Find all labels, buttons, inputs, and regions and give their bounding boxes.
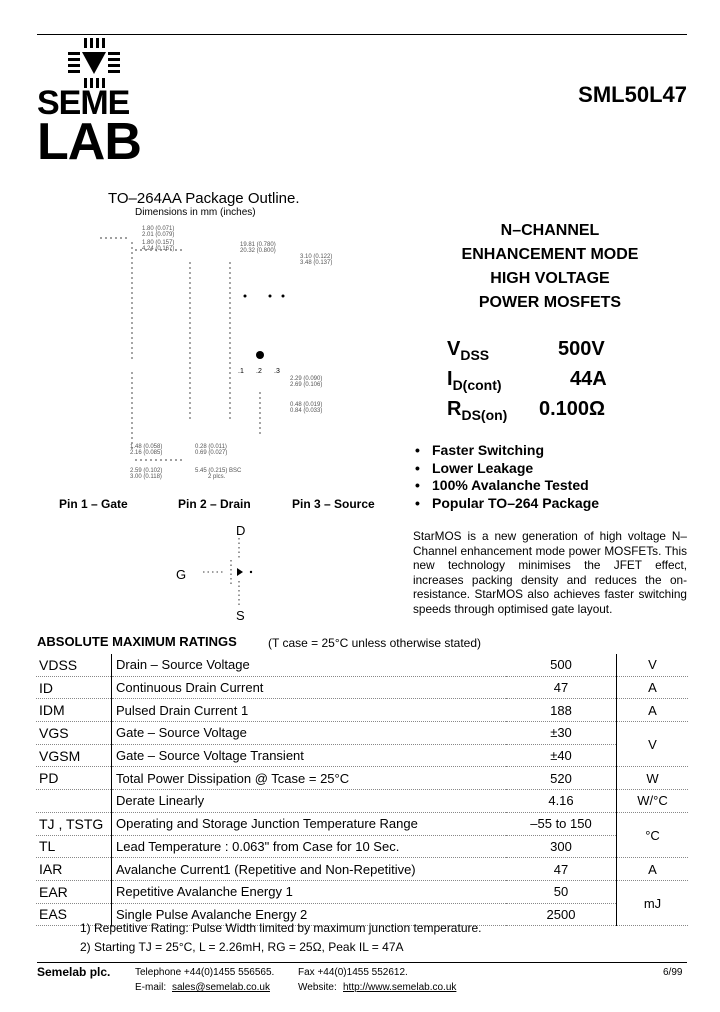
logo-lab: LAB — [37, 113, 141, 171]
footer-fax: Fax +44(0)1455 552612. — [298, 967, 408, 978]
semelab-logo-icon — [64, 38, 134, 90]
footer-email-label: E-mail: — [135, 982, 167, 993]
heading-line-2: ENHANCEMENT MODE — [461, 246, 639, 263]
rating-symbol: IAR — [36, 858, 112, 881]
rating-symbol: VGS — [36, 722, 112, 745]
ratings-title: ABSOLUTE MAXIMUM RATINGS — [37, 634, 237, 649]
ratings-row — [36, 699, 688, 722]
ratings-row — [36, 858, 688, 881]
svg-text:1.80 (0.157): 1.80 (0.157) — [142, 240, 175, 246]
rating-symbol: VGSM — [36, 744, 112, 767]
rating-parameter: Operating and Storage Junction Temperature Range — [116, 816, 418, 832]
spec-vdss-value: 500V — [558, 338, 605, 360]
feature-item: • Faster Switching — [412, 442, 599, 460]
rating-parameter: Total Power Dissipation @ Tcase = 25°C — [116, 770, 350, 786]
rating-parameter: Gate – Source Voltage — [116, 725, 247, 741]
heading-line-3: HIGH VOLTAGE — [490, 270, 610, 287]
rating-symbol: IDM — [36, 699, 112, 722]
rating-value: 4.16 — [548, 793, 574, 809]
rating-parameter: Avalanche Current1 (Repetitive and Non-Repetitive) — [116, 861, 416, 877]
rating-parameter: Lead Temperature : 0.063" from Case for 10 Sec. — [116, 838, 400, 854]
rating-symbol: VDSS — [36, 654, 112, 676]
footer-company: Semelab plc. — [37, 965, 111, 979]
package-subtitle: Dimensions in mm (inches) — [135, 207, 256, 218]
header-rule — [37, 34, 687, 35]
ratings-note: (T case = 25°C unless otherwise stated) — [268, 636, 482, 650]
ratings-table — [36, 654, 688, 926]
svg-text:19.81 (0.780): 19.81 (0.780) — [240, 242, 276, 248]
rating-unit: W — [617, 767, 689, 790]
rating-unit: °C — [617, 812, 689, 857]
svg-text:1.48 (0.058): 1.48 (0.058) — [130, 444, 163, 450]
spec-id — [447, 368, 502, 393]
rating-parameter: Pulsed Drain Current 1 — [116, 702, 249, 718]
ratings-row — [36, 722, 688, 745]
rating-parameter: Drain – Source Voltage — [116, 657, 250, 673]
spec-rds-sub: DS(on) — [461, 407, 508, 423]
svg-text:2 plcs.: 2 plcs. — [208, 474, 226, 480]
pin3-label: Pin 3 – Source — [292, 497, 375, 511]
rating-parameter: Continuous Drain Current — [116, 680, 264, 696]
rating-value: ±40 — [550, 748, 572, 764]
mosfet-symbol-icon — [185, 535, 265, 610]
feature-list — [412, 442, 599, 512]
rating-unit: V — [617, 654, 689, 676]
svg-text:2.01 (0.079): 2.01 (0.079) — [142, 232, 175, 238]
rating-unit: A — [617, 858, 689, 881]
rating-symbol — [36, 790, 112, 813]
svg-text:2.69 (0.106): 2.69 (0.106) — [290, 382, 323, 388]
svg-text:3.10 (0.122): 3.10 (0.122) — [300, 254, 333, 260]
rating-parameter: Derate Linearly — [116, 793, 205, 809]
footer-date: 6/99 — [663, 967, 683, 978]
rating-symbol: PD — [36, 767, 112, 790]
rating-value: ±30 — [550, 725, 572, 741]
svg-text:3.48 (0.137): 3.48 (0.137) — [300, 260, 333, 266]
svg-text:5.45 (0.215) BSC: 5.45 (0.215) BSC — [195, 468, 242, 474]
pin1-label: Pin 1 – Gate — [59, 497, 128, 511]
svg-text:2.29 (0.090): 2.29 (0.090) — [290, 376, 323, 382]
rating-unit: V — [617, 722, 689, 767]
package-title: TO–264AA Package Outline. — [108, 190, 300, 207]
ratings-row — [36, 835, 688, 858]
schematic-drain-label: D — [236, 523, 246, 538]
rating-symbol: EAR — [36, 880, 112, 903]
rating-unit: A — [617, 699, 689, 722]
footer-email-link[interactable]: sales@semelab.co.uk — [172, 982, 270, 993]
svg-text:3.00 (0.118): 3.00 (0.118) — [130, 474, 162, 480]
heading-line-4: POWER MOSFETS — [478, 294, 622, 311]
rating-symbol: EAS — [36, 903, 112, 926]
rating-value: 50 — [553, 884, 569, 900]
svg-text:0.48 (0.019): 0.48 (0.019) — [290, 402, 323, 408]
footer-rule — [37, 962, 687, 963]
svg-text:2.59 (0.102): 2.59 (0.102) — [130, 468, 163, 474]
spec-id-sub: D(cont) — [452, 377, 502, 393]
feature-item: • 100% Avalanche Tested — [412, 477, 599, 495]
spec-vdss — [447, 338, 489, 363]
spec-id-value: 44A — [570, 368, 607, 390]
svg-text:1.80 (0.071): 1.80 (0.071) — [142, 226, 175, 232]
footnote-1: 1) Repetitive Rating: Pulse Width limited by maximum junction temperature. — [80, 921, 482, 935]
rating-symbol: TJ , TSTG — [36, 812, 112, 835]
rating-value: 2500 — [546, 906, 576, 922]
svg-text:2.16 (0.085): 2.16 (0.085) — [130, 450, 163, 456]
rating-unit: W/°C — [617, 790, 689, 813]
logo-seme: SEME — [37, 84, 130, 122]
svg-text:.1: .1 — [238, 368, 244, 375]
schematic-source-label: S — [236, 608, 245, 623]
svg-text:0.84 (0.033): 0.84 (0.033) — [290, 408, 323, 414]
footer-phone: Telephone +44(0)1455 556565. — [135, 967, 275, 978]
rating-unit: mJ — [617, 880, 689, 925]
rating-value: 520 — [550, 770, 572, 786]
rating-parameter: Gate – Source Voltage Transient — [116, 748, 304, 764]
rating-value: 300 — [550, 838, 572, 854]
spec-id-symbol: I — [447, 368, 453, 390]
feature-item: • Popular TO–264 Package — [412, 495, 599, 513]
svg-text:.3: .3 — [274, 368, 280, 375]
spec-rds-value: 0.100Ω — [539, 398, 606, 420]
spec-vdss-symbol: V — [447, 338, 461, 360]
ratings-row — [36, 767, 688, 790]
rating-value: 47 — [553, 861, 569, 877]
svg-text:.2: .2 — [256, 368, 262, 375]
rating-value: 188 — [550, 702, 572, 718]
package-outline-drawing — [90, 222, 350, 492]
rating-value: 500 — [550, 657, 572, 673]
svg-text:20.32 (0.800): 20.32 (0.800) — [240, 248, 276, 254]
svg-text:4.24 (0.167): 4.24 (0.167) — [142, 246, 175, 252]
svg-text:0.28 (0.011): 0.28 (0.011) — [195, 444, 227, 450]
description: StarMOS is a new generation of high voltage N–Channel enhancement mode power MOSFETs. This new technology minimises the JFET effect, increases packing density and reduces the on-resistance. StarMOS also achieves faster switching speeds through optimised gate layout. — [413, 529, 687, 616]
rating-symbol: TL — [36, 835, 112, 858]
pin2-label: Pin 2 – Drain — [178, 497, 251, 511]
spec-rds-symbol: R — [447, 398, 462, 420]
feature-item: • Lower Leakage — [412, 460, 599, 478]
ratings-row — [36, 676, 688, 699]
schematic-gate-label: G — [176, 567, 187, 582]
rating-value: 47 — [553, 680, 569, 696]
heading-line-1: N–CHANNEL — [500, 222, 600, 239]
ratings-row — [36, 812, 688, 835]
rating-value: –55 to 150 — [530, 816, 592, 832]
spec-rds — [447, 398, 507, 423]
footer-website-link[interactable]: http://www.semelab.co.uk — [343, 982, 457, 993]
ratings-row — [36, 880, 688, 903]
rating-parameter: Repetitive Avalanche Energy 1 — [116, 884, 293, 900]
part-number: SML50L47 — [578, 82, 687, 107]
footer-website-label: Website: — [298, 982, 337, 993]
ratings-row — [36, 790, 688, 813]
rating-unit: A — [617, 676, 689, 699]
rating-symbol: ID — [36, 676, 112, 699]
footnote-2: 2) Starting TJ = 25°C, L = 2.26mH, RG = 25Ω, Peak IL = 47A — [80, 940, 404, 954]
rating-parameter: Single Pulse Avalanche Energy 2 — [116, 906, 308, 922]
spec-vdss-sub: DSS — [460, 347, 490, 363]
ratings-row — [36, 744, 688, 767]
svg-text:0.69 (0.027): 0.69 (0.027) — [195, 450, 228, 456]
ratings-row — [36, 654, 688, 676]
